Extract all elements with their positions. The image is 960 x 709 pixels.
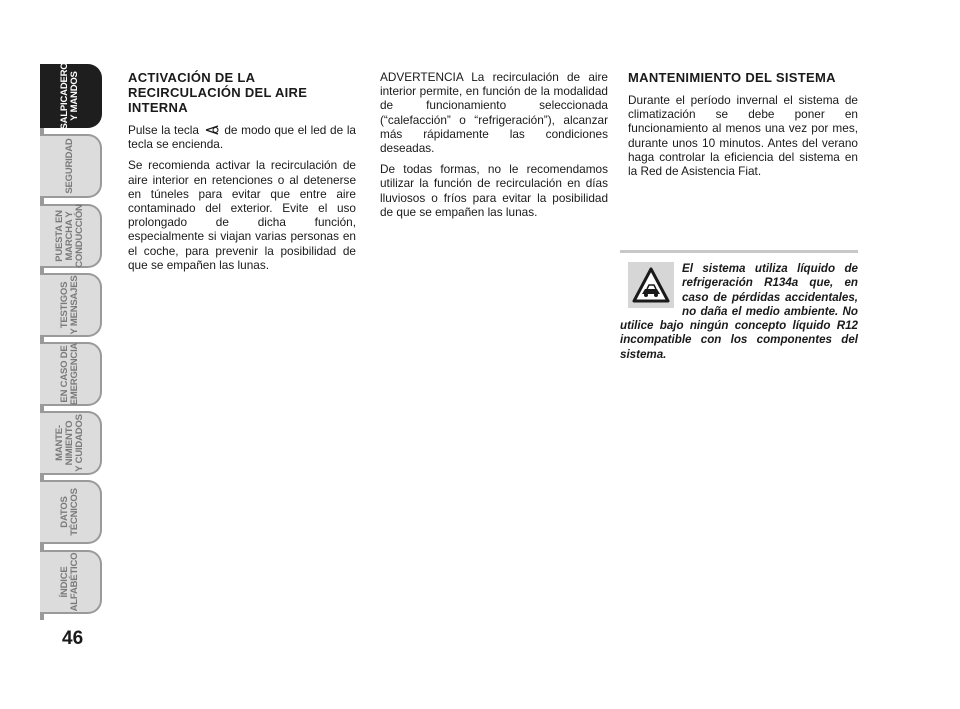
paragraph-text: de modo que el led de la tecla se encienda. xyxy=(128,123,356,152)
recirculation-icon xyxy=(205,124,219,134)
tab-puesta-en-marcha[interactable] xyxy=(40,204,102,268)
tab-testigos-y-mensajes[interactable] xyxy=(40,273,102,337)
warning-text: El sistema utiliza líquido de refrigeración R134a que, en caso de pérdidas accidentales, no daña el medio ambiente. No utilice bajo ningún concepto líquido R12 incompatible con los componentes del sistema. xyxy=(620,262,858,361)
tab-label: EN CASO DE EMERGENCIA xyxy=(59,342,80,406)
tab-indice-alfabetico[interactable] xyxy=(40,550,102,614)
paragraph: Se recomienda activar la recirculación de aire interior en retenciones o al detenerse en túneles para evitar que entre aire contaminado del exterior. Evite el uso prolongado de dicha función, especialmente si viajan varias personas en el coche, para prevenir la posibilidad de que se empañen las lunas. xyxy=(128,158,356,272)
tab-seguridad[interactable] xyxy=(40,134,102,198)
paragraph: ADVERTENCIA La recirculación de aire interior permite, en función de la modalidad de funcionamiento seleccionada (“calefacción” o “refrigeración”), alcanzar más rápidamente las condiciones deseadas. xyxy=(380,70,608,156)
tab-label: SEGURIDAD xyxy=(64,138,75,194)
paragraph: Durante el período invernal el sistema de climatización se debe poner en funcionamiento al menos una vez por mes, durante unos 10 minutos. Antes del verano haga controlar la eficiencia del sistema en la Red de Asistencia Fiat. xyxy=(628,93,858,179)
tab-label: TESTIGOS Y MENSAJES xyxy=(59,275,80,335)
paragraph: De todas formas, no le recomendamos utilizar la función de recirculación en días lluviosos o fríos para evitar la posibilidad de que se empañen las lunas. xyxy=(380,162,608,219)
tab-datos-tecnicos[interactable] xyxy=(40,480,102,544)
column-mantenimiento xyxy=(628,70,858,185)
tab-label: DATOS TÉCNICOS xyxy=(59,488,80,536)
paragraph-text: Pulse la tecla xyxy=(128,123,199,137)
column-advertencia xyxy=(380,70,608,226)
section-heading-mantenimiento: MANTENIMIENTO DEL SISTEMA xyxy=(628,70,836,85)
warning-box xyxy=(620,250,858,362)
environment-warning-icon xyxy=(628,262,674,308)
page-number: 46 xyxy=(62,628,84,649)
tab-mantenimiento[interactable] xyxy=(40,411,102,475)
tab-label: SALPICADERO Y MANDOS xyxy=(59,62,80,130)
tab-label: ÍNDICE ALFABÉTICO xyxy=(59,552,80,612)
tab-label: MANTE- NIMIENTO Y CUIDADOS xyxy=(54,414,85,472)
section-heading-recirculation: ACTIVACIÓN DE LA RECIRCULACIÓN DEL AIRE INTERNA xyxy=(128,70,308,115)
paragraph xyxy=(128,123,356,151)
tab-en-caso-de-emergencia[interactable] xyxy=(40,342,102,406)
column-recirculation xyxy=(128,70,356,279)
tab-salpicadero-y-mandos[interactable] xyxy=(40,64,102,128)
tab-label: PUESTA EN MARCHA Y CONDUCCIÓN xyxy=(54,204,85,268)
